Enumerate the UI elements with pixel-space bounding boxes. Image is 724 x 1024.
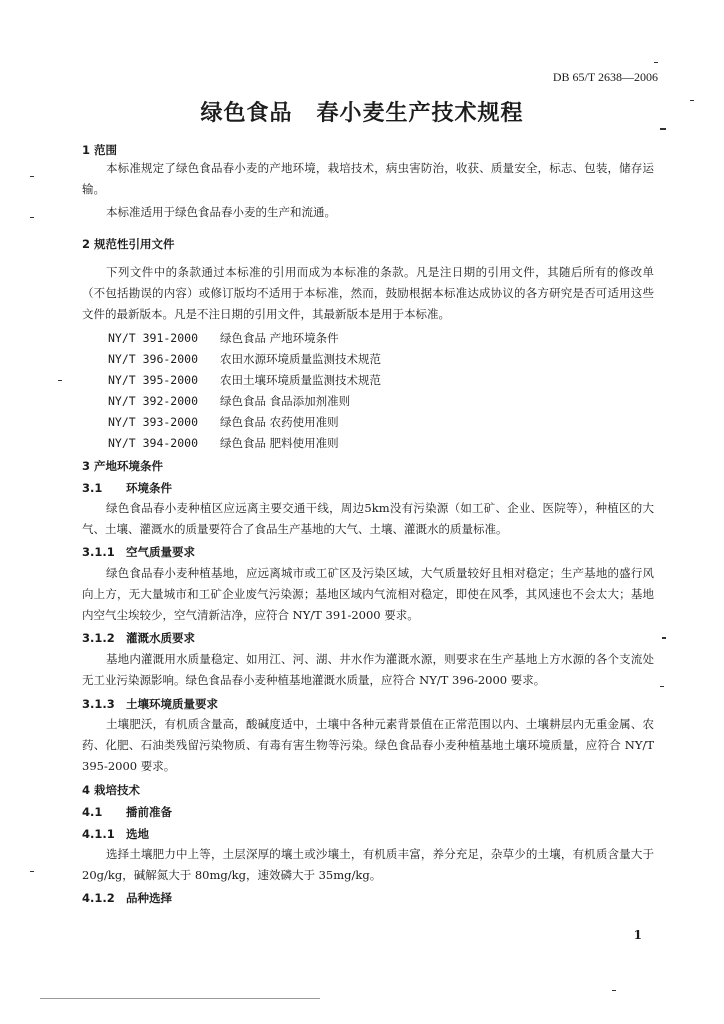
scan-speck	[30, 871, 34, 872]
reference-name: 农田土壤环境质量监测技术规范	[220, 373, 381, 387]
reference-name: 农田水源环境质量监测技术规范	[220, 352, 381, 366]
section-4-1-2-heading: 4.1.2 品种选择	[82, 891, 172, 905]
section-4-1-heading: 4.1 播前准备	[82, 805, 172, 819]
reference-item	[108, 435, 339, 451]
reference-name: 绿色食品 农药使用准则	[220, 415, 339, 429]
reference-name: 绿色食品 肥料使用准则	[220, 436, 339, 450]
section-4-1-1-paragraph: 选择土壤肥力中上等，土层深厚的壤土或沙壤土，有机质丰富，养分充足，杂草少的土壤，有机质含量大于 20g/kg，碱解氮大于 80mg/kg，速效磷大于 35mg/kg。	[82, 847, 654, 882]
reference-name: 绿色食品 产地环境条件	[220, 331, 339, 345]
section-3-1-1-paragraph: 绿色食品春小麦种植基地，应远离城市或工矿区及污染区域，大气质量较好且相对稳定；生产基地的盛行风向上方，无大量城市和工矿企业废气污染源；基地区域内气流相对稳定，即使在风季，其风速也不会太大；基地内空气尘埃较少，空气清新洁净，应符合 NY/T 391-2000 要求。	[82, 566, 654, 622]
reference-item	[108, 351, 381, 367]
scan-speck	[612, 990, 616, 991]
scan-speck	[660, 128, 666, 130]
section-1-paragraph-1: 本标准规定了绿色食品春小麦的产地环境，栽培技术，病虫害防治，收获、质量安全，标志、包装，储存运输。	[82, 161, 654, 196]
title-part-2: 春小麦生产技术规程	[316, 101, 524, 126]
scan-speck	[690, 100, 694, 101]
reference-item	[108, 393, 350, 409]
scan-speck	[30, 176, 34, 177]
title-part-1: 绿色食品	[200, 101, 293, 126]
section-2-paragraph: 下列文件中的条款通过本标准的引用而成为本标准的条款。凡是注日期的引用文件，其随后所有的修改单（不包括勘误的内容）或修订版均不适用于本标准，然而，鼓励根据本标准达成协议的各方研究是否可适用这些文件的最新版本。凡是不注日期的引用文件，其最新版本是用于本标准。	[82, 265, 654, 321]
section-3-1-2-heading: 3.1.2 灌溉水质要求	[82, 631, 195, 645]
section-3-heading: 3 产地环境条件	[82, 459, 164, 473]
section-3-1-paragraph: 绿色食品春小麦种植区应远离主要交通干线，周边5km没有污染源（如工矿、企业、医院等），种植区的大气、土壤、灌溉水的质量要符合了食品生产基地的大气、土壤、灌溉水的质量标准。	[82, 501, 654, 536]
section-3-1-3-paragraph: 土壤肥沃，有机质含量高，酸碱度适中，土壤中各种元素背景值在正常范围以内、土壤耕层内无重金属、农药、化肥、石油类残留污染物质、有毒有害生物等污染。绿色食品春小麦种植基地土壤环境质量，应符合 NY/T 395-2000 要求。	[82, 717, 654, 773]
standard-code: DB 65/T 2638—2006	[552, 70, 658, 84]
section-3-1-3-heading: 3.1.3 土壤环境质量要求	[82, 697, 218, 711]
section-3-1-1-heading: 3.1.1 空气质量要求	[82, 545, 195, 559]
section-4-heading: 4 栽培技术	[82, 783, 141, 797]
scan-speck	[654, 62, 658, 63]
footer-rule	[40, 998, 320, 999]
reference-code: NY/T 396-2000	[108, 352, 199, 366]
section-3-1-heading: 3.1 环境条件	[82, 481, 172, 495]
scan-speck	[30, 217, 34, 218]
page-number: 1	[633, 928, 642, 942]
reference-item	[108, 330, 339, 346]
section-1-paragraph-2: 本标准适用于绿色食品春小麦的生产和流通。	[106, 205, 336, 219]
scan-speck	[662, 637, 666, 639]
section-2-heading: 2 规范性引用文件	[82, 237, 175, 251]
section-3-1-2-paragraph: 基地内灌溉用水质量稳定、如用江、河、湖、井水作为灌溉水源，则要求在生产基地上方水源的各个支流处无工业污染源影响。绿色食品春小麦种植基地灌溉水质量，应符合 NY/T 396-2000 要求。	[82, 652, 654, 687]
reference-code: NY/T 393-2000	[108, 415, 199, 429]
reference-item	[108, 372, 381, 388]
document-title	[0, 96, 724, 127]
section-4-1-1-heading: 4.1.1 选地	[82, 827, 149, 841]
section-1-heading: 1 范围	[82, 143, 118, 157]
reference-item	[108, 414, 339, 430]
reference-code: NY/T 394-2000	[108, 436, 199, 450]
scan-speck	[660, 686, 664, 687]
reference-name: 绿色食品 食品添加剂准则	[220, 394, 351, 408]
scan-speck	[58, 380, 62, 381]
reference-code: NY/T 391-2000	[108, 331, 199, 345]
reference-code: NY/T 392-2000	[108, 394, 199, 408]
reference-code: NY/T 395-2000	[108, 373, 199, 387]
